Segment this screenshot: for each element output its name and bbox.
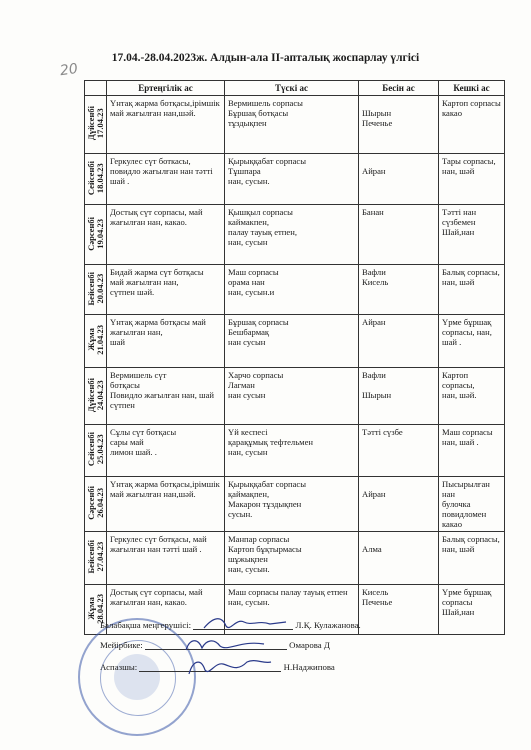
table-row <box>85 315 505 368</box>
handwritten-signature <box>200 612 290 634</box>
day-label: Дүйсенбі 24.04.23 <box>85 377 105 413</box>
breakfast-cell: Геркулес сүт боткасы, повидло жағылған нан тәтті шай . <box>107 154 225 205</box>
snack-cell: Айран <box>359 154 439 205</box>
stamp-emblem <box>114 654 160 700</box>
day-label: Сейсенбі 25.04.23 <box>85 432 105 467</box>
day-cell <box>85 315 107 368</box>
table-row <box>85 477 505 532</box>
handwritten-signature <box>185 654 275 678</box>
snack-cell: Алма <box>359 532 439 585</box>
breakfast-cell: Үнтақ жарма ботқасы,ірімшік май жағылған нан,шәй. <box>107 96 225 154</box>
dinner-cell: Үрме бұршақ сорпасы, нан, шай . <box>439 315 505 368</box>
breakfast-cell: Вермишель сүт ботқасы Повидло жағылған нан, шай сүтпен <box>107 368 225 425</box>
header-snack: Бесін ас <box>359 81 439 96</box>
dinner-cell: Картоп сорпасы какао <box>439 96 505 154</box>
signature-role: Мейірбике: <box>100 640 143 650</box>
lunch-cell: Қышқыл сорпасы каймакпен, палау тауық етпен, нан, сусын <box>225 205 359 265</box>
snack-cell: Шырын Печенье <box>359 96 439 154</box>
day-cell <box>85 265 107 315</box>
signature-role: Балабақша меңгерушісі: <box>100 620 192 630</box>
header-lunch: Түскі ас <box>225 81 359 96</box>
page-title: 17.04.-28.04.2023ж. Алдын-ала II-апталық жоспарлау үлгісі <box>111 52 420 64</box>
day-cell <box>85 205 107 265</box>
lunch-cell: Вермишель сорпасы Бұршақ ботқасы тұздықпен <box>225 96 359 154</box>
header-row <box>85 81 505 96</box>
dinner-cell: Балық сорпасы, нан, шәй <box>439 532 505 585</box>
day-cell <box>85 96 107 154</box>
dinner-cell: Үрме бұршақ сорпасы Шай,нан <box>439 585 505 635</box>
lunch-cell: Манпар сорпасы Картоп бұқтырмасы шұжықпен нан, сусын. <box>225 532 359 585</box>
snack-cell: Вафли Шырын <box>359 368 439 425</box>
snack-cell: Айран <box>359 315 439 368</box>
dinner-cell: Тәтті нан сүзбемен Шай,нан <box>439 205 505 265</box>
dinner-cell: Балық сорпасы, нан, шәй <box>439 265 505 315</box>
day-cell <box>85 425 107 477</box>
breakfast-cell: Геркулес сүт ботқасы, май жағылған нан тәтті шай . <box>107 532 225 585</box>
breakfast-cell: Үнтақ жарма ботқасы,ірімшік май жағылған нан,шәй. <box>107 477 225 532</box>
snack-cell: Банан <box>359 205 439 265</box>
table-row <box>85 96 505 154</box>
day-label: Жұма 21.04.23 <box>85 325 105 355</box>
day-label: Жұма 28.04.23 <box>85 593 105 624</box>
signature-name: Омарова Д <box>289 640 330 650</box>
snack-cell: Айран <box>359 477 439 532</box>
header-dinner: Кешкі ас <box>439 81 505 96</box>
day-cell <box>85 154 107 205</box>
breakfast-cell: Достық сүт сорпасы, май жағылған нан, какао. <box>107 205 225 265</box>
header-day <box>85 81 107 96</box>
handwritten-signature <box>180 632 270 656</box>
pencil-mark: 20 <box>58 60 79 80</box>
snack-cell: Вафли Кисель <box>359 265 439 315</box>
breakfast-cell: Достық сүт сорпасы, май жағылған нан, какао. <box>107 585 225 635</box>
dinner-cell: Картоп сорпасы, нан, шәй. <box>439 368 505 425</box>
official-stamp <box>78 618 196 736</box>
breakfast-cell: Сұлы сүт ботқасы сары май лимон шай. . <box>107 425 225 477</box>
lunch-cell: Бұршақ сорпасы Бешбармақ нан сусын <box>225 315 359 368</box>
lunch-cell: Харчо сорпасы Лагман нан сусын <box>225 368 359 425</box>
snack-cell: Кисель Печенье <box>359 585 439 635</box>
day-label: Сәрсенбі 19.04.23 <box>85 216 105 251</box>
lunch-cell: Қырыққабат сорпасы Тұшпара нан, сусын. <box>225 154 359 205</box>
table-row <box>85 265 505 315</box>
day-cell <box>85 368 107 425</box>
signature-name: Л.Қ. Кулажанова. <box>295 620 361 630</box>
header-breakfast: Ертеңгілік ас <box>107 81 225 96</box>
signature-name: Н.Наджипова <box>283 662 335 672</box>
day-label: Бейсенбі 20.04.23 <box>85 271 105 306</box>
table-row <box>85 368 505 425</box>
snack-cell: Тәтті сүзбе <box>359 425 439 477</box>
breakfast-cell: Үнтақ жарма ботқасы май жағылған нан, шай <box>107 315 225 368</box>
day-label: Дүйсенбі 17.04.23 <box>85 106 105 141</box>
day-cell <box>85 532 107 585</box>
day-label: Сейсенбі 18.04.23 <box>85 160 105 196</box>
dinner-cell: Маш сорпасы нан, шай . <box>439 425 505 477</box>
table-row <box>85 205 505 265</box>
signature-role: Аспазшы: <box>100 662 138 672</box>
table-row <box>85 532 505 585</box>
lunch-cell: Қырыққабат сорпасы қаймақпен, Макарон тұздықпен сусын. <box>225 477 359 532</box>
day-label: Бейсенбі 27.04.23 <box>85 540 105 574</box>
breakfast-cell: Бидай жарма сүт ботқасы май жағылған нан, сүтпен шәй. <box>107 265 225 315</box>
day-label: Сәрсенбі 26.04.23 <box>85 486 105 520</box>
day-cell <box>85 477 107 532</box>
lunch-cell: Маш сорпасы орама нан нан, сусын.и <box>225 265 359 315</box>
lunch-cell: Маш сорпасы палау тауық етпен нан, сусын. <box>225 585 359 635</box>
dinner-cell: Пысырылған нан булочка повидломен какао <box>439 477 505 532</box>
menu-table <box>84 80 505 635</box>
lunch-cell: Үй кеспесі қарақұмық тефтельмен нан, сусын <box>225 425 359 477</box>
dinner-cell: Тары сорпасы, нан, шәй <box>439 154 505 205</box>
table-row <box>85 425 505 477</box>
table-row <box>85 154 505 205</box>
